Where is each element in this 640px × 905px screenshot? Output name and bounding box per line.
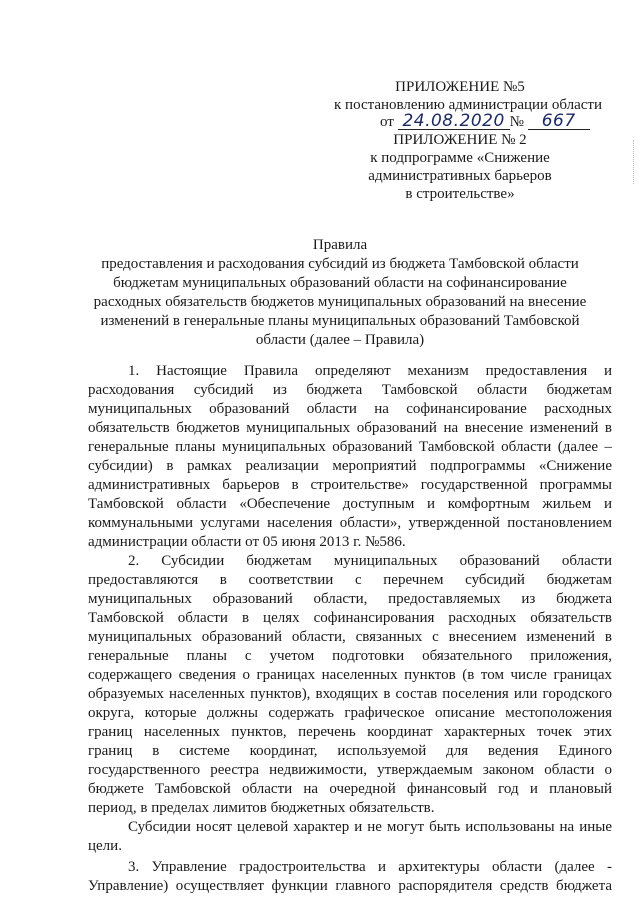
date-number-line bbox=[380, 112, 590, 132]
clause-2-line: генеральные планы с учетом подготовки обязательного приложения, bbox=[88, 648, 612, 664]
subsidy-purpose-line: цели. bbox=[88, 838, 122, 854]
appendix-5-heading: ПРИЛОЖЕНИЕ №5 bbox=[395, 79, 525, 95]
clause-3-line: 3. Управление градостроительства и архитектуры области (далее - bbox=[128, 859, 612, 875]
clause-2-line: границ населенных пунктов, перечень координат характерных точек этих bbox=[88, 724, 612, 740]
title-line: расходных обязательств бюджетов муниципальных образований на внесение bbox=[93, 294, 587, 310]
clause-1-line: администрации области от 05 июня 2013 г. №586. bbox=[88, 534, 406, 550]
clause-2-line: предоставляются в соответствии с перечнем субсидий бюджетам bbox=[88, 572, 612, 588]
margin-scan-mark bbox=[633, 140, 638, 184]
clause-1-line: административных барьеров в строительстве» государственной программы bbox=[88, 477, 612, 493]
clause-1-line: субсидии) в рамках реализации мероприятий подпрограммы «Снижение bbox=[88, 458, 612, 474]
rules-title-word: Правила bbox=[312, 237, 368, 253]
clause-2-line: образуемых населенных пунктов), входящих в состав поселения или городского bbox=[88, 686, 612, 702]
clause-1-line: Тамбовской области «Обеспечение доступным и комфортным жильем и bbox=[88, 496, 612, 512]
clause-3-line: Управление) осуществляет функции главного распорядителя средств бюджета bbox=[88, 878, 612, 894]
clause-2-line: муниципальных образований области, предоставляемых из бюджета bbox=[88, 591, 612, 607]
title-line: изменений в генеральные планы муниципальных образований Тамбовской bbox=[100, 313, 580, 329]
resolution-reference: к постановлению администрации области bbox=[334, 97, 602, 113]
subprogram-line-3: в строительстве» bbox=[405, 186, 515, 202]
clause-1-line: коммунальными услугами населения области», утвержденной постановлением bbox=[88, 515, 612, 531]
clause-2-line: государственного реестра недвижимости, утверждаемым законом области о bbox=[88, 762, 612, 778]
clause-2-line: Тамбовской области в целях софинансирования расходных обязательств bbox=[88, 610, 612, 626]
from-label: от bbox=[380, 114, 394, 130]
subsidy-purpose-line: Субсидии носят целевой характер и не могут быть использованы на иные bbox=[128, 819, 612, 835]
appendix-2-heading: ПРИЛОЖЕНИЕ № 2 bbox=[393, 132, 527, 148]
handwritten-date: 24.08.2020 bbox=[398, 113, 510, 130]
clause-1-line: расходования субсидий из бюджета Тамбовской области бюджетам bbox=[88, 382, 612, 398]
clause-1-line: 1. Настоящие Правила определяют механизм предоставления и bbox=[128, 363, 612, 379]
clause-2-line: границ в системе координат, используемой для ведения Единого bbox=[88, 743, 612, 759]
clause-1-line: обязательств бюджетов муниципальных образований на внесение изменений в bbox=[88, 420, 612, 436]
number-label: № bbox=[509, 114, 524, 130]
clause-2-line: период, в пределах лимитов бюджетных обязательств. bbox=[88, 800, 435, 816]
clause-1-line: генеральные планы муниципальных образований Тамбовской области (далее – bbox=[88, 439, 612, 455]
clause-2-line: 2. Субсидии бюджетам муниципальных образований области bbox=[128, 553, 612, 569]
handwritten-number: 667 bbox=[528, 113, 590, 130]
subprogram-line-1: к подпрограмме «Снижение bbox=[370, 150, 550, 166]
clause-1-line: муниципальных образований области на софинансирование расходных bbox=[88, 401, 612, 417]
clause-2-line: содержащего сведения о границах населенных пунктов (в том числе границах bbox=[88, 667, 612, 683]
clause-2-line: округа, которые должны содержать графическое описание местоположения bbox=[88, 705, 612, 721]
title-line: предоставления и расходования субсидий из бюджета Тамбовской области bbox=[101, 256, 579, 272]
subprogram-line-2: административных барьеров bbox=[368, 168, 552, 184]
title-line: области (далее – Правила) bbox=[255, 332, 425, 348]
clause-2-line: бюджете Тамбовской области на очередной финансовый год и плановый bbox=[88, 781, 612, 797]
title-line: бюджетам муниципальных образований области на софинансирование bbox=[113, 275, 567, 291]
clause-2-line: муниципальных образований области, связанных с внесением изменений в bbox=[88, 629, 612, 645]
